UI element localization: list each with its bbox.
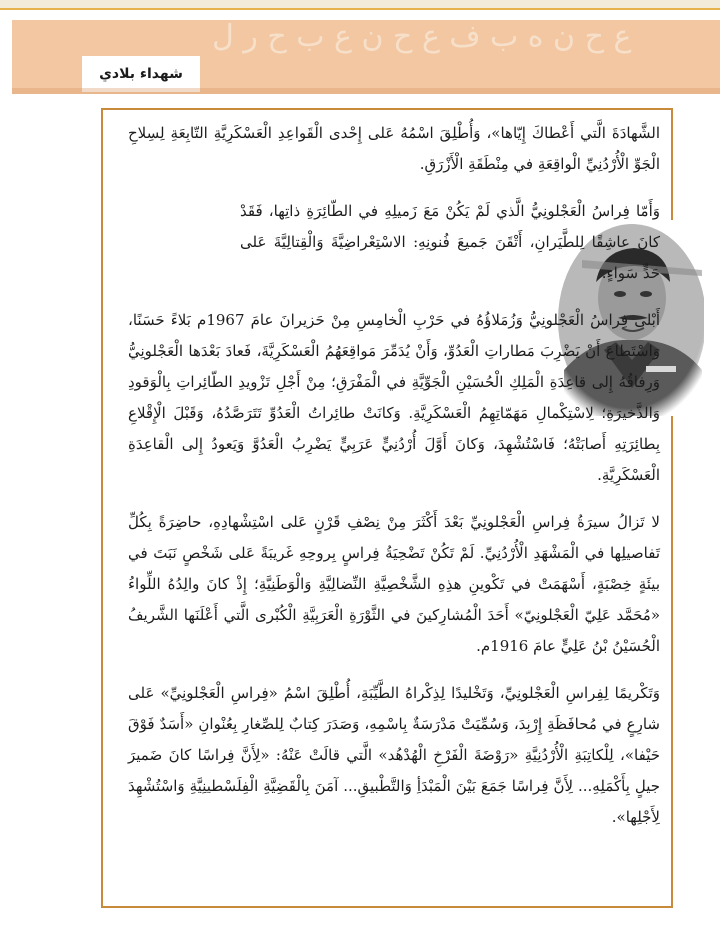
top-strip bbox=[0, 0, 720, 10]
paragraph-3: أَبْلى فِراسُ الْعَجْلونِيُّ وَزُمَلاؤُهُ في حَرْبِ الْخامِسِ مِنْ حَزيرانَ عامَ 1967م بَلاءً حَسَنًا، وَاسْتَطاعَ أَنْ يَضْرِبَ مَطاراتِ الْعَدُوِّ، وَأَنْ يُدَمِّرَ مَواقِعَهُمُ الْعَسْكَرِيَّةَ، فَعادَ بَعْدَها الْعَجْلونِيُّ وَرِفاقُهُ إِلى قاعِدَةِ الْمَلِكِ الْحُسَيْنِ الْجَوِّيَّةِ في الْمَفْرَقِ؛ مِنْ أَجْلِ تَزْويدِ الطّائِراتِ بِالْوَقودِ وَالذَّخيرَةِ؛ لِاسْتِكْمالِ مَهَمّاتِهِمُ الْعَسْكَرِيَّةِ. وَكانَتْ طائِراتُ الْعَدُوِّ تَتَرَصَّدُهُ، وَقَبْلَ الْإِقْلاعِ بِطائِرَتِهِ أَصابَتْهُ؛ فَاسْتُشْهِدَ، وَكانَ أَوَّلَ أُرْدُنِيٍّ عَرَبِيٍّ يَضْرِبُ الْعَدُوَّ وَيَعودُ إِلى الْقاعِدَةِ الْعَسْكَرِيَّةِ. bbox=[128, 311, 661, 484]
article-body bbox=[128, 118, 660, 849]
section-title: شهداء بلادي bbox=[82, 56, 200, 92]
paragraph-1: الشَّهادَةَ الَّتي أَعْطاكَ إِيّاها»، وَأُطْلِقَ اسْمُهُ عَلى إِحْدى الْقَواعِدِ الْعَسْكَرِيَّةِ التّابِعَةِ لِسِلاحِ الْجَوِّ الْأُرْدُنِيِّ الْواقِعَةِ في مِنْطَقَةِ الْأَزْرَقِ. bbox=[128, 124, 660, 173]
chapter-header bbox=[12, 20, 720, 94]
paragraph-4: لا تَزالُ سيرَةُ فِراسِ الْعَجْلونِيِّ بَعْدَ أَكْثَرَ مِنْ نِصْفِ قَرْنٍ عَلى اسْتِشْهادِهِ، حاضِرَةً بِكُلِّ تَفاصيلِها في الْمَشْهَدِ الْأُرْدُنِيِّ. لَمْ تَكُنْ تَضْحِيَةُ فِراسٍ بِروحِهِ غَريبَةً عَلى شَخْصٍ نَبَتَ في بيئَةٍ خِصْبَةٍ، أَسْهَمَتْ في تَكْوينِ هذِهِ الشَّخْصِيَّةِ النِّضالِيَّةِ وَالْوَطَنِيَّةِ؛ إِذْ كانَ والِدُهُ اللِّواءُ «مُحَمَّد عَلِيّ الْعَجْلونِيّ» أَحَدَ الْمُشارِكينَ في الثَّوْرَةِ الْعَرَبِيَّةِ الْكُبْرى الَّتي أَعْلَنَها الشَّريفُ الْحُسَيْنُ بْنُ عَلِيٍّ عامَ 1916م. bbox=[128, 513, 660, 655]
decorative-letters: ع ح ن ه ب ف ع ح ن ع ب ح ر ل bbox=[212, 20, 632, 54]
paragraph-2: وَأَمّا فِراسُ الْعَجْلونِيُّ الَّذي لَمْ يَكُنْ مَعَ زَميلِهِ في الطّائِرَةِ ذاتِها، فَقَدْ كانَ عاشِقًا لِلطَّيَرانِ، أَتْقَنَ جَميعَ فُنونِهِ: الاسْتِعْراضِيَّةَ وَالْقِتالِيَّةَ عَلى حَدٍّ سَواءٍ. bbox=[240, 202, 660, 282]
paragraph-5: وَتَكْريمًا لِفِراسِ الْعَجْلونِيِّ، وَتَخْليدًا لِذِكْراهُ الطَّيِّبَةِ، أُطْلِقَ اسْمُ «فِراسِ الْعَجْلونِيِّ» عَلى شارِعٍ في مُحافَظَةِ إِرْبِدَ، وَسُمِّيَتْ مَدْرَسَةٌ بِاسْمِهِ، وَصَدَرَ كِتابٌ لِلصِّغارِ بِعُنْوانِ «أَسَدٌ فَوْقَ حَيْفا»، لِلْكاتِبَةِ الْأُرْدُنِيَّةِ «رَوْضَةَ الْفَرْخِ الْهُدْهُد» الَّتي قالَتْ عَنْهُ: «لِأَنَّ فِراسًا كانَ ضَميرَ جيلٍ بِأَكْمَلِهِ... لِأَنَّ فِراسًا جَمَعَ بَيْنَ الْمَبْدَأِ وَالتَّطْبيقِ... آمَنَ بِالْقَضِيَّةِ الْفِلَسْطينِيَّةِ وَاسْتُشْهِدَ لِأَجْلِها». bbox=[128, 684, 660, 826]
